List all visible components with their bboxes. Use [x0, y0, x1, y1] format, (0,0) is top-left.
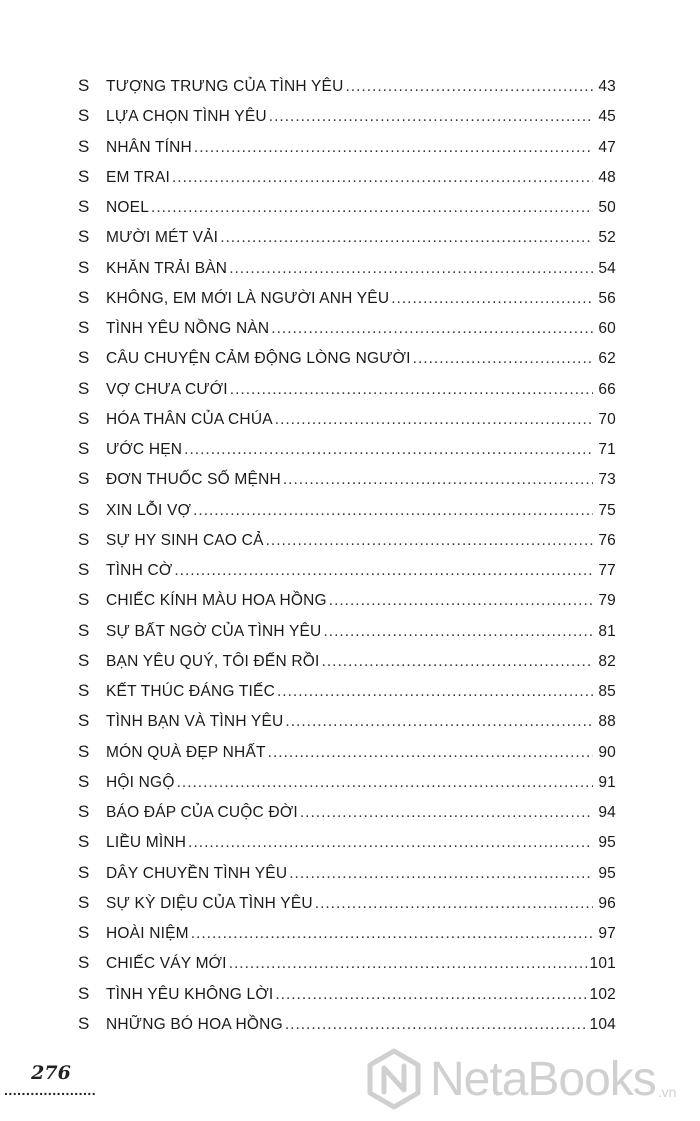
- toc-entry-page: 54: [598, 259, 616, 277]
- dot-leader: [285, 713, 593, 731]
- dot-leader: [229, 260, 593, 278]
- toc-entry-title: KẾT THÚC ĐÁNG TIẾC: [106, 683, 275, 700]
- toc-entry-title: SỰ KỲ DIỆU CỦA TÌNH YÊU: [106, 894, 313, 912]
- toc-entry-title: NOEL: [106, 199, 150, 216]
- toc-entry-page: 76: [598, 531, 616, 549]
- toc-entry-title: SỰ BẤT NGỜ CỦA TÌNH YÊU: [106, 622, 322, 640]
- toc-entry: [78, 984, 616, 1014]
- dot-leader: [268, 744, 593, 762]
- toc-entry: [78, 560, 616, 590]
- toc-entry-page: 94: [598, 804, 616, 821]
- toc-bullet: S: [78, 197, 90, 216]
- toc-entry-page: 95: [598, 864, 616, 882]
- toc-entry: [78, 772, 616, 802]
- toc-entry: [78, 76, 616, 106]
- dot-leader: [315, 895, 593, 913]
- toc-bullet: S: [78, 953, 90, 973]
- toc-entry: [78, 318, 616, 348]
- toc-entry: [78, 288, 616, 318]
- toc-bullet: S: [78, 166, 90, 186]
- toc-entry-title: XIN LỖI VỢ: [106, 501, 192, 519]
- dot-leader: [174, 562, 593, 580]
- table-of-contents: [78, 76, 616, 1044]
- toc-entry-page: 45: [598, 108, 616, 126]
- toc-entry-title: TƯỢNG TRƯNG CỦA TÌNH YÊU: [106, 78, 344, 95]
- toc-entry-page: 62: [598, 350, 616, 368]
- toc-bullet: S: [78, 650, 90, 670]
- toc-bullet: S: [78, 983, 90, 1003]
- toc-bullet: S: [78, 681, 90, 700]
- toc-entry: [78, 863, 616, 893]
- toc-entry-page: 88: [598, 713, 616, 731]
- toc-entry-page: 82: [598, 652, 616, 670]
- dot-leader: [230, 381, 593, 399]
- toc-entry-page: 101: [589, 955, 616, 973]
- toc-entry-title: TÌNH YÊU NỒNG NÀN: [106, 320, 270, 337]
- toc-entry-title: NHỮNG BÓ HOA HỒNG: [106, 1015, 283, 1033]
- toc-entry-page: 52: [598, 229, 616, 247]
- toc-entry-title: BÁO ĐÁP CỦA CUỘC ĐỜI: [106, 804, 298, 821]
- toc-bullet: S: [78, 318, 90, 337]
- toc-entry: [78, 348, 616, 378]
- dot-leader: [277, 683, 593, 701]
- toc-entry-title: ĐƠN THUỐC SỐ MỆNH: [106, 471, 281, 489]
- toc-entry-page: 77: [598, 562, 616, 579]
- dot-leader: [413, 350, 593, 368]
- toc-entry-title: TÌNH YÊU KHÔNG LỜI: [106, 985, 274, 1003]
- toc-entry: [78, 893, 616, 923]
- toc-entry-title: CÂU CHUYỆN CẢM ĐỘNG LÒNG NGƯỜI: [106, 350, 411, 368]
- toc-bullet: S: [78, 439, 90, 458]
- toc-bullet: S: [78, 76, 90, 95]
- toc-entry-page: 48: [598, 168, 616, 186]
- dot-leader: [391, 290, 593, 308]
- toc-entry-page: 60: [598, 320, 616, 337]
- toc-bullet: S: [78, 529, 90, 549]
- toc-entry-page: 96: [598, 894, 616, 912]
- dot-leader: [285, 1016, 587, 1034]
- toc-entry-title: CHIẾC VÁY MỚI: [106, 955, 227, 973]
- toc-entry-page: 50: [598, 199, 616, 216]
- dot-leader: [229, 955, 587, 973]
- toc-entry-title: DÂY CHUYỀN TÌNH YÊU: [106, 864, 288, 882]
- page-number: 276: [31, 1062, 71, 1084]
- toc-bullet: S: [78, 287, 90, 307]
- toc-bullet: S: [78, 892, 90, 912]
- toc-bullet: S: [78, 499, 90, 519]
- toc-entry: [78, 711, 616, 741]
- toc-entry-title: MƯỜI MÉT VẢI: [106, 229, 219, 247]
- toc-entry: [78, 409, 616, 439]
- toc-entry-page: 66: [598, 380, 616, 398]
- toc-entry: [78, 742, 616, 772]
- toc-entry: [78, 500, 616, 530]
- toc-entry-page: 102: [589, 985, 616, 1003]
- toc-bullet: S: [78, 469, 90, 489]
- toc-bullet: S: [78, 378, 90, 398]
- toc-entry-title: CHIẾC KÍNH MÀU HOA HỒNG: [106, 592, 327, 610]
- page-number-dots: [4, 1082, 96, 1098]
- dot-leader: [220, 229, 593, 247]
- toc-bullet: S: [78, 227, 90, 247]
- dot-leader: [345, 78, 593, 96]
- dot-leader: [323, 623, 593, 641]
- toc-bullet: S: [78, 771, 90, 791]
- toc-entry-title: NHÂN TÍNH: [106, 138, 192, 156]
- toc-entry-title: VỢ CHƯA CƯỚI: [106, 380, 228, 398]
- toc-entry: [78, 681, 616, 711]
- toc-entry-title: LIỀU MÌNH: [106, 834, 187, 852]
- toc-entry-title: HOÀI NIỆM: [106, 925, 189, 942]
- toc-entry: [78, 469, 616, 499]
- toc-bullet: S: [78, 802, 90, 821]
- toc-entry-title: KHĂN TRẢI BÀN: [106, 259, 228, 277]
- dot-leader: [269, 108, 593, 126]
- toc-entry-title: MÓN QUÀ ĐẸP NHẤT: [106, 743, 266, 761]
- netabooks-logo-icon: [366, 1048, 422, 1110]
- dot-leader: [275, 411, 593, 429]
- toc-bullet: S: [78, 257, 90, 277]
- toc-entry: [78, 167, 616, 197]
- dot-leader: [172, 169, 593, 187]
- toc-entry-title: SỰ HY SINH CAO CẢ: [106, 531, 264, 549]
- toc-entry-page: 91: [598, 773, 616, 791]
- toc-entry-page: 90: [598, 743, 616, 761]
- toc-entry-title: KHÔNG, EM MỚI LÀ NGƯỜI ANH YÊU: [106, 289, 390, 307]
- toc-entry: [78, 258, 616, 288]
- toc-bullet: S: [78, 590, 90, 610]
- dot-leader: [289, 865, 593, 883]
- toc-bullet: S: [78, 560, 90, 579]
- toc-entry: [78, 106, 616, 136]
- toc-entry-title: HÓA THÂN CỦA CHÚA: [106, 410, 273, 428]
- toc-entry: [78, 379, 616, 409]
- dot-leader: [194, 139, 593, 157]
- toc-entry-title: HỘI NGỘ: [106, 773, 175, 791]
- toc-entry-page: 75: [598, 501, 616, 519]
- dot-leader: [191, 925, 593, 943]
- dot-leader: [322, 653, 593, 671]
- dot-leader: [151, 199, 593, 217]
- toc-entry-page: 95: [598, 834, 616, 852]
- toc-entry: [78, 953, 616, 983]
- watermark-suffix: .vn: [657, 1084, 677, 1100]
- watermark-brand: NetaBooks: [430, 1052, 656, 1106]
- toc-bullet: S: [78, 106, 90, 126]
- toc-entry-page: 73: [598, 471, 616, 489]
- dot-leader: [177, 774, 593, 792]
- toc-entry-page: 104: [589, 1015, 616, 1033]
- toc-bullet: S: [78, 620, 90, 640]
- dot-leader: [283, 471, 593, 489]
- toc-entry-title: TÌNH BẠN VÀ TÌNH YÊU: [106, 713, 284, 731]
- dot-leader: [275, 986, 586, 1004]
- toc-entry-page: 97: [598, 925, 616, 942]
- toc-entry: [78, 802, 616, 832]
- toc-bullet: S: [78, 408, 90, 428]
- toc-entry-page: 43: [598, 78, 616, 95]
- toc-bullet: S: [78, 136, 90, 156]
- toc-bullet: S: [78, 1013, 90, 1033]
- toc-entry: [78, 832, 616, 862]
- toc-entry-title: EM TRAI: [106, 168, 170, 186]
- toc-entry: [78, 137, 616, 167]
- toc-entry-page: 79: [598, 592, 616, 610]
- watermark: [366, 1046, 676, 1112]
- toc-entry-title: TÌNH CỜ: [106, 562, 173, 579]
- dot-leader: [300, 804, 593, 822]
- toc-entry-title: LỰA CHỌN TÌNH YÊU: [106, 108, 267, 126]
- toc-entry-page: 85: [598, 683, 616, 700]
- toc-entry: [78, 1014, 616, 1044]
- toc-entry: [78, 651, 616, 681]
- toc-entry: [78, 227, 616, 257]
- toc-entry: [78, 590, 616, 620]
- toc-bullet: S: [78, 862, 90, 882]
- dot-leader: [271, 320, 593, 338]
- toc-entry-page: 56: [598, 289, 616, 307]
- toc-entry-title: ƯỚC HẸN: [106, 441, 183, 458]
- toc-entry-page: 47: [598, 138, 616, 156]
- toc-entry-title: BẠN YÊU QUÝ, TÔI ĐẾN RỒI: [106, 652, 320, 670]
- toc-bullet: S: [78, 741, 90, 761]
- dot-leader: [193, 502, 593, 520]
- toc-entry: [78, 923, 616, 953]
- toc-bullet: S: [78, 832, 90, 852]
- dot-leader: [266, 532, 593, 550]
- toc-entry-page: 81: [598, 622, 616, 640]
- toc-entry-page: 70: [598, 410, 616, 428]
- toc-entry: [78, 197, 616, 227]
- toc-entry: [78, 530, 616, 560]
- toc-bullet: S: [78, 923, 90, 942]
- toc-bullet: S: [78, 711, 90, 731]
- toc-entry: [78, 439, 616, 469]
- dot-leader: [184, 441, 593, 459]
- dot-leader: [188, 834, 593, 852]
- toc-entry: [78, 621, 616, 651]
- toc-entry-page: 71: [598, 441, 616, 458]
- dot-leader: [329, 592, 593, 610]
- toc-bullet: S: [78, 348, 90, 368]
